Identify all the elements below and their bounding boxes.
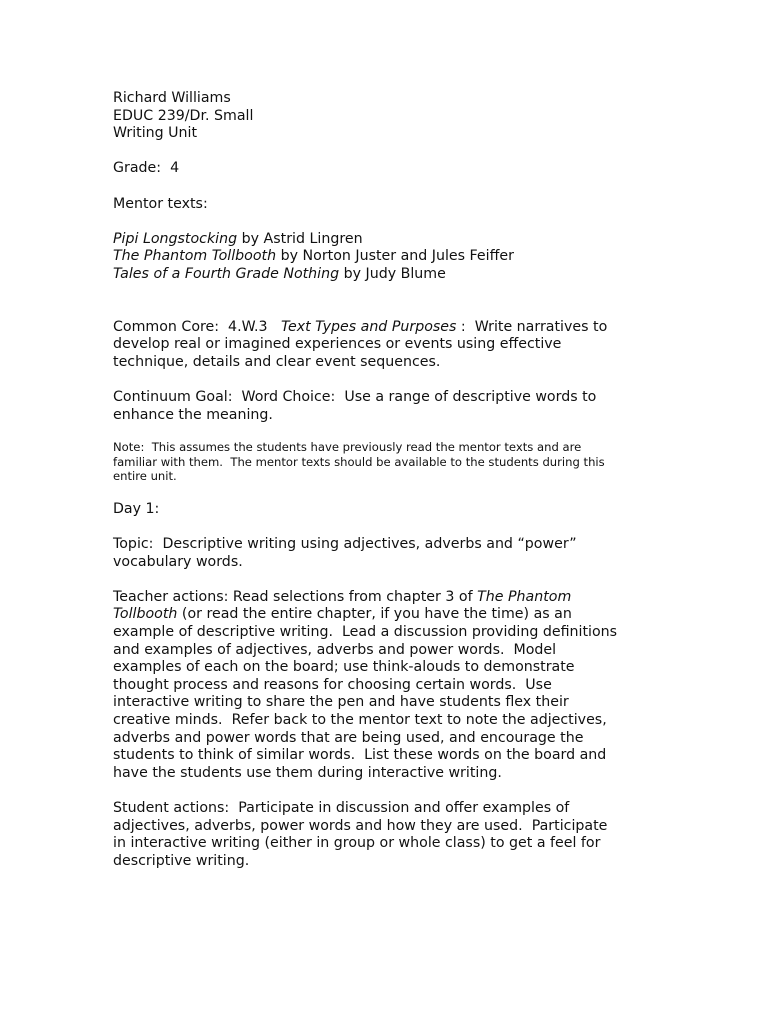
mentor-text-title: The Phantom Tollbooth [113, 248, 277, 265]
mentor-text-item [113, 266, 653, 284]
mentor-text-item [113, 248, 653, 266]
mentor-text-title: Pipi Longstocking [113, 230, 238, 247]
mentor-text-byline: by Norton Juster and Jules Feiffer [276, 248, 514, 265]
note-paragraph: Note: This assumes the students have previously read the mentor texts and are familiar with them. The mentor texts should be available to the students during this entire unit. [113, 440, 605, 484]
mentor-text-item [113, 231, 653, 249]
document-page [113, 90, 653, 870]
teacher-actions-paragraph: Teacher actions: Read selections from chapter 3 of The Phantom Tollbooth (or read the entire chapter, if you have the time) as an example of descriptive writing. Lead a discussion providing definitions and examples of adjectives, adverbs and power words. Model examples of each on the board; use think-alouds to demonstrate thought process and reasons for choosing certain words. Use interactive writing to share the pen and have students flex their creative minds. Refer back to the mentor text to note the adjectives, adverbs and power words that are being used, and encourage the students to think of similar words. List these words on the board and have the students use them during interactive writing. [113, 588, 618, 781]
grade-label: Grade: [113, 160, 162, 177]
common-core-paragraph: Common Core: 4.W.3 Text Types and Purposes : Write narratives to develop real or imagined experiences or events using effective technique, details and clear event sequences. [113, 318, 608, 370]
mentor-texts-heading: Mentor texts: [113, 195, 208, 212]
mentor-texts-list [113, 231, 653, 284]
grade-value: 4 [170, 160, 180, 177]
student-actions-paragraph: Student actions: Participate in discussion and offer examples of adjectives, adverbs, power words and how they are used. Participate in interactive writing (either in group or whole class) to get a feel for descriptive writing. [113, 799, 608, 869]
author-name: Richard Williams [113, 90, 231, 106]
common-core-standard: Text Types and Purposes [281, 318, 457, 335]
grade-line [113, 160, 653, 178]
course-line: EDUC 239/Dr. Small [113, 107, 254, 124]
unit-line: Writing Unit [113, 125, 198, 142]
mentor-text-byline: by Judy Blume [339, 265, 446, 282]
topic-paragraph: Topic: Descriptive writing using adjectives, adverbs and “power” vocabulary words. [113, 536, 577, 570]
common-core-label: Common Core: 4.W.3 [113, 318, 282, 335]
continuum-goal-paragraph: Continuum Goal: Word Choice: Use a range of descriptive words to enhance the meaning. [113, 388, 597, 423]
mentor-text-byline: by Astrid Lingren [237, 230, 363, 247]
book-title: The Phantom [477, 588, 572, 605]
book-title: Tollbooth [113, 606, 178, 623]
day-heading: Day 1: [113, 500, 160, 517]
mentor-text-title: Tales of a Fourth Grade Nothing [113, 265, 340, 282]
